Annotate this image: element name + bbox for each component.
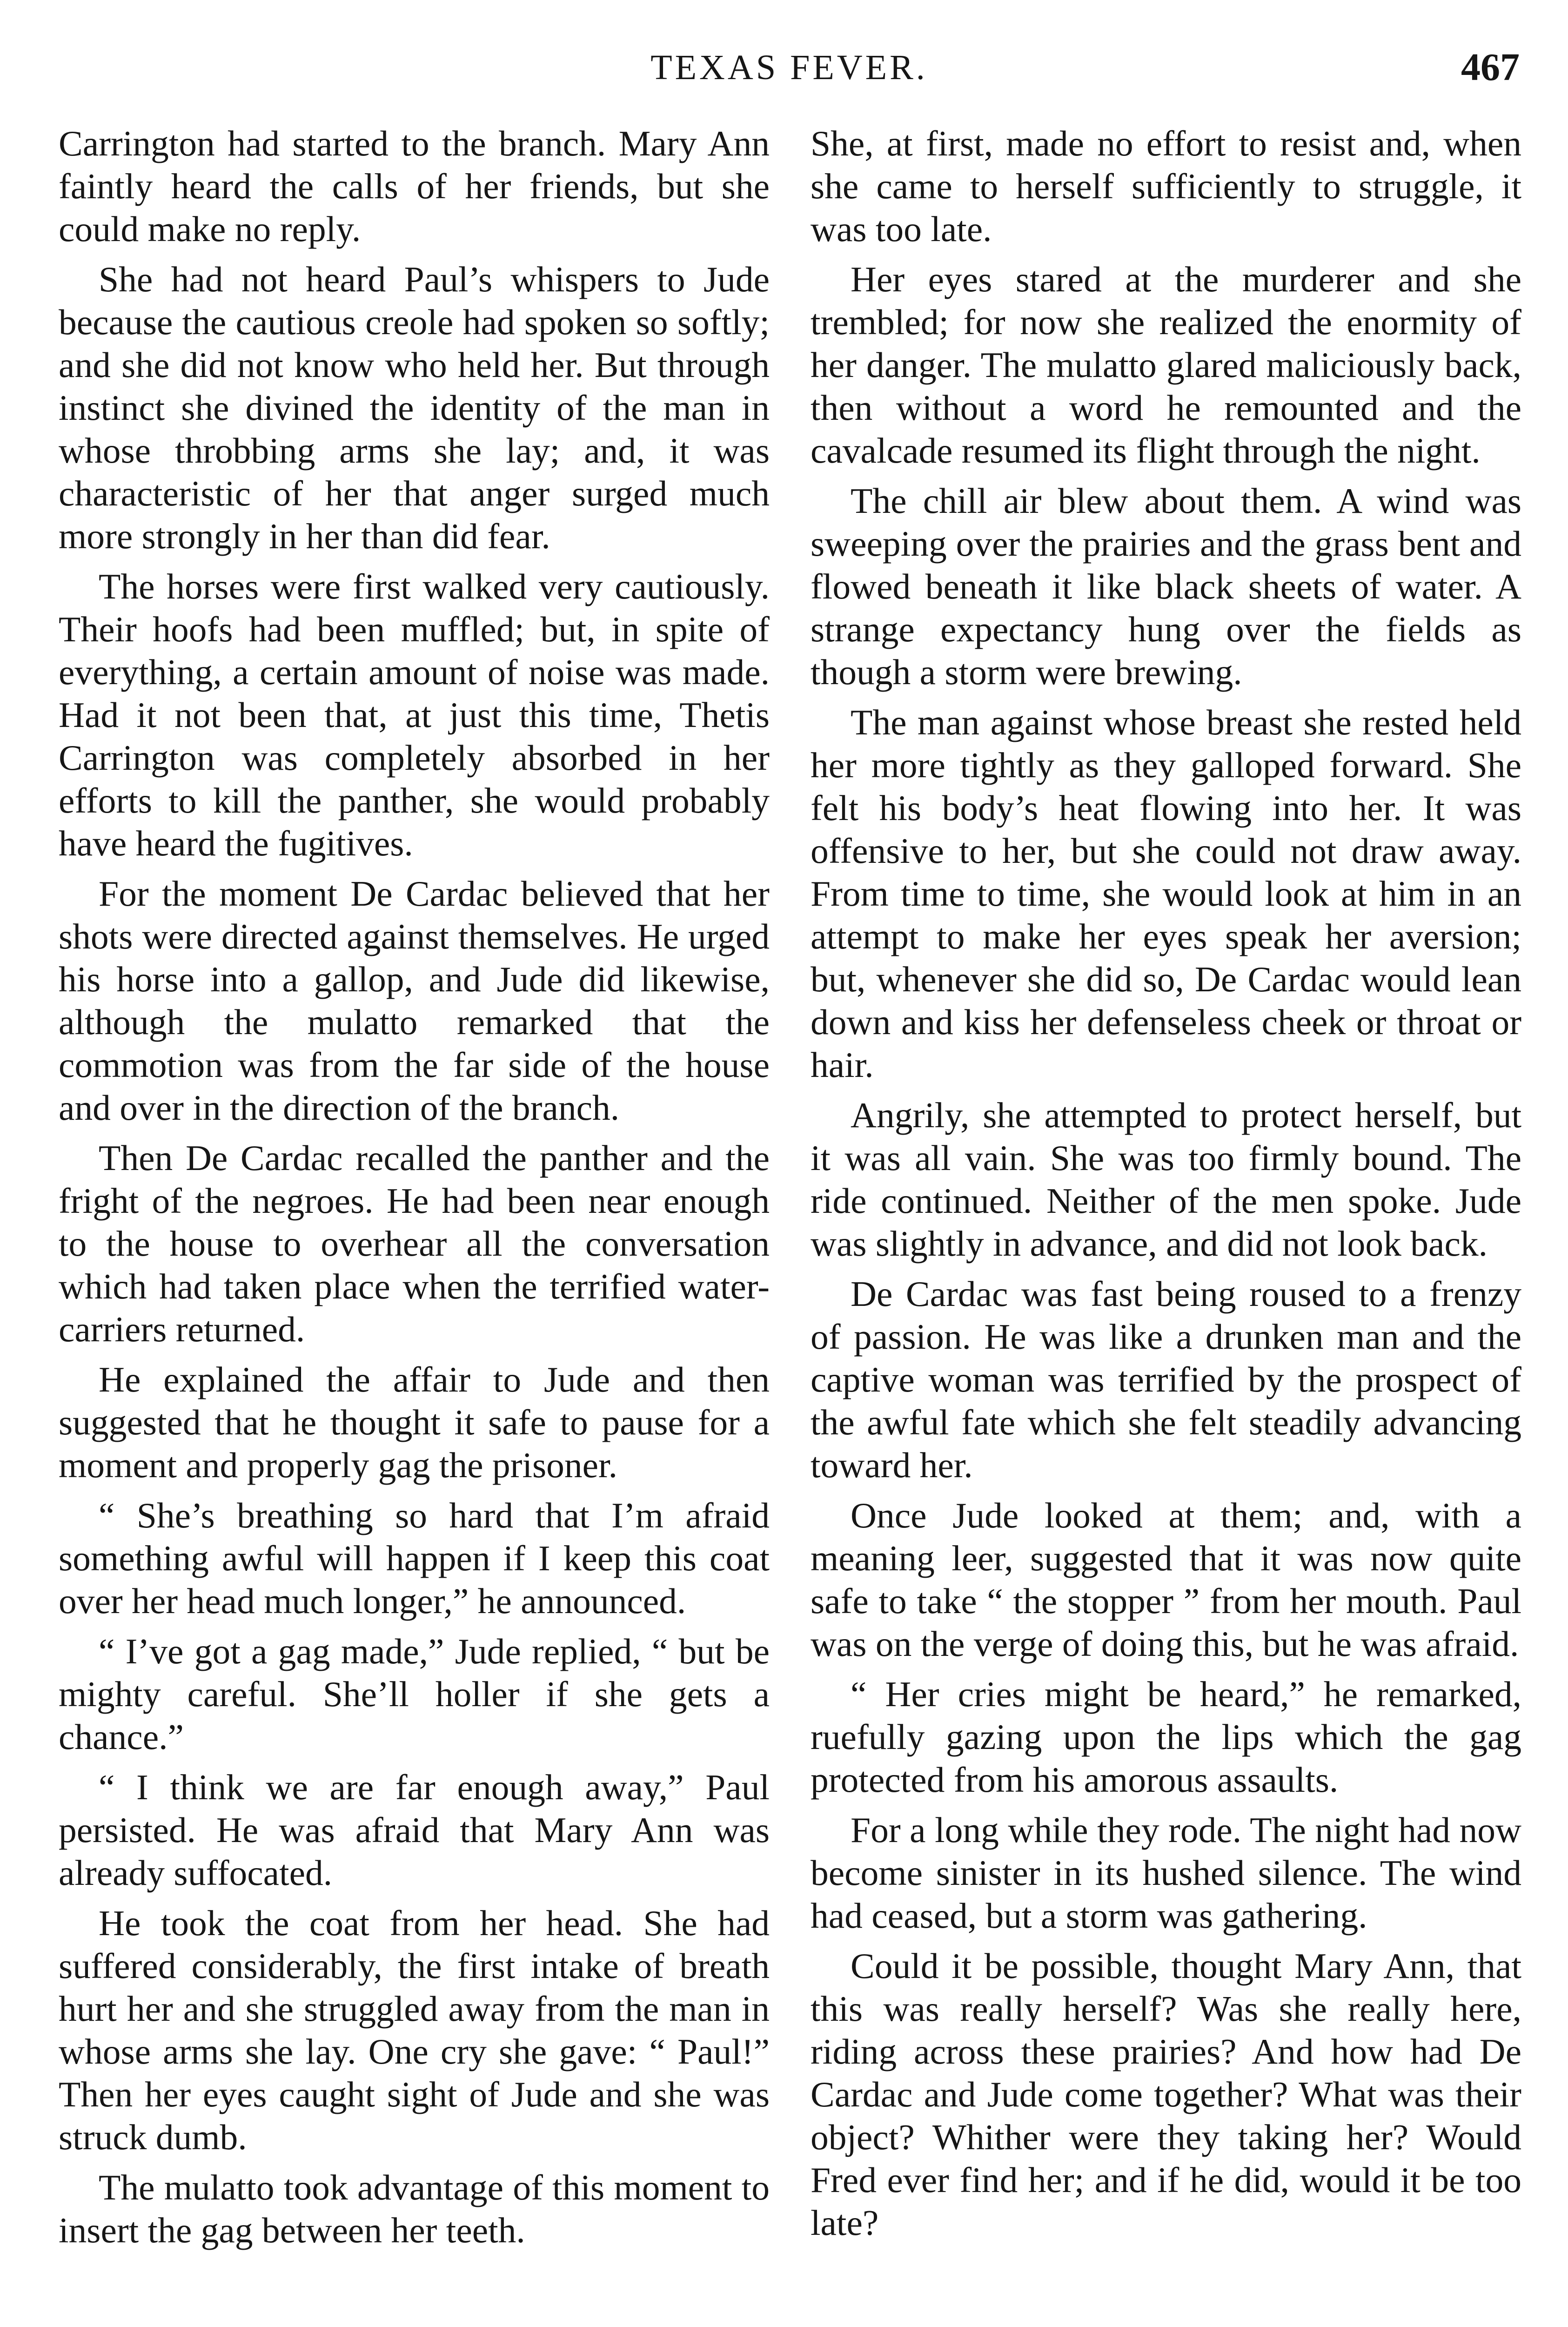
paragraph: Angrily, she attempted to protect herself, but it was all vain. She was too firmly bound. The ride continued. Neither of the men spoke. Jude was slightly in advance, and did not look back. [811,1095,1521,1264]
paragraph: The mulatto took advantage of this moment to insert the gag between her teeth. [59,2167,770,2250]
paragraph: Could it be possible, thought Mary Ann, that this was really herself? Was she really here, riding across these prairies? And how had De Cardac and Jude come together? What was their object? Whither were they taking her? Would Fred ever find her; and if he did, would it be too late? [811,1946,1521,2243]
paragraph: “ Her cries might be heard,” he remarked, ruefully gazing upon the lips which the gag protected from his amorous assaults. [811,1674,1521,1800]
right-column [811,122,1521,2244]
paragraph: Carrington had started to the branch. Mary Ann faintly heard the calls of her friends, but she could make no reply. [59,123,770,249]
left-column [59,122,770,2252]
paragraph: Once Jude looked at them; and, with a meaning leer, suggested that it was now quite safe to take “ the stopper ” from her mouth. Paul was on the verge of doing this, but he was afraid. [811,1495,1521,1664]
running-head [59,44,1520,91]
paragraph: She, at first, made no effort to resist and, when she came to herself sufficiently to struggle, it was too late. [811,123,1521,249]
paragraph: She had not heard Paul’s whispers to Jude because the cautious creole had spoken so softly; and she did not know who held her. But through instinct she divined the identity of the man in whose throbbing arms she lay; and, it was characteristic of her that anger surged much more strongly in her than did fear. [59,259,770,556]
running-title: TEXAS FEVER. [650,48,928,87]
paragraph: For a long while they rode. The night had now become sinister in its hushed silence. The wind had ceased, but a storm was gathering. [811,1810,1521,1936]
paragraph: “ She’s breathing so hard that I’m afraid something awful will happen if I keep this coat over her head much longer,” he announced. [59,1495,770,1621]
paragraph: Her eyes stared at the murderer and she trembled; for now she realized the enormity of her danger. The mulatto glared maliciously back, then without a word he remounted and the cavalcade resumed its flight through the night. [811,259,1521,471]
paragraph: He took the coat from her head. She had suffered considerably, the first intake of breath hurt her and she struggled away from the man in whose arms she lay. One cry she gave: “ Paul!” Then her eyes caught sight of Jude and she was struck dumb. [59,1903,770,2157]
paragraph: He explained the affair to Jude and then suggested that he thought it safe to pause for a moment and properly gag the prisoner. [59,1359,770,1485]
paragraph: “ I’ve got a gag made,” Jude replied, “ but be mighty careful. She’ll holler if she gets a chance.” [59,1631,770,1757]
paragraph: The horses were first walked very cautiously. Their hoofs had been muffled; but, in spite of everything, a certain amount of noise was made. Had it not been that, at just this time, Thetis Carrington was completely absorbed in her efforts to kill the panther, she would probably have heard the fugitives. [59,566,770,863]
page-number: 467 [1461,46,1520,89]
paragraph: Then De Cardac recalled the panther and the fright of the negroes. He had been near enough to the house to overhear all the conversation which had taken place when the terrified water-carriers returned. [59,1138,770,1349]
paragraph: The man against whose breast she rested held her more tightly as they galloped forward. She felt his body’s heat flowing into her. It was offensive to her, but she could not draw away. From time to time, she would look at him in an attempt to make her eyes speak her aversion; but, whenever she did so, De Cardac would lean down and kiss her defenseless cheek or throat or hair. [811,702,1521,1085]
paragraph: “ I think we are far enough away,” Paul persisted. He was afraid that Mary Ann was already suffocated. [59,1767,770,1893]
paragraph: For the moment De Cardac believed that her shots were directed against themselves. He urged his horse into a gallop, and Jude did likewise, although the mulatto remarked that the commotion was from the far side of the house and over in the direction of the branch. [59,874,770,1128]
paragraph: The chill air blew about them. A wind was sweeping over the prairies and the grass bent and flowed beneath it like black sheets of water. A strange expectancy hung over the fields as though a storm were brewing. [811,481,1521,692]
paragraph: De Cardac was fast being roused to a frenzy of passion. He was like a drunken man and the captive woman was terrified by the prospect of the awful fate which she felt steadily advancing toward her. [811,1274,1521,1485]
